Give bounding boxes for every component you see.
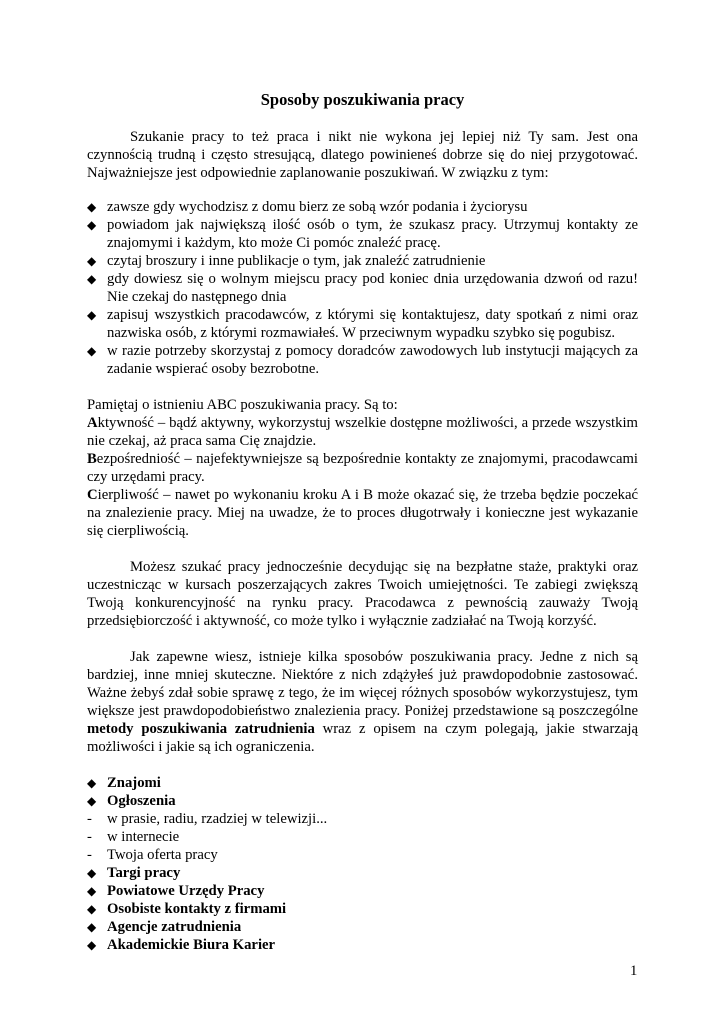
list-item: ◆ powiadom jak największą ilość osób o tym, że szukasz pracy. Utrzymuj kontakty ze znajomymi i każdym, kto może Ci pomóc znaleźć pracę. bbox=[87, 217, 638, 251]
abc-section bbox=[87, 396, 638, 540]
tips-list bbox=[87, 198, 638, 378]
diamond-bullet-icon: ◆ bbox=[87, 866, 97, 880]
abc-a: Aktywność – bądź aktywny, wykorzystuj wszelkie dostępne możliwości, a przede wszystkim nie czekaj, aż praca sama Cię znajdzie. bbox=[87, 415, 638, 449]
page-title: Sposoby poszukiwania pracy bbox=[260, 90, 465, 109]
methods-intro-paragraph: Jak zapewne wiesz, istnieje kilka sposobów poszukiwania pracy. Jedne z nich są bardziej, inne mniej skuteczne. Niektóre z nich zdążyłeś już prawdopodobnie zastosować. Ważne żebyś zdał sobie sprawę z tego, że im więcej różnych sposobów wykorzystujesz, tym większe jest prawdopodobieństwo znalezienia pracy. Poniżej przedstawione są poszczególne metody poszukiwania zatrudnienia wraz z opisem na czym polegają, jakie stwarzają możliwości i jakie są ich ograniczenia. bbox=[87, 649, 638, 755]
list-item: ◆ zapisuj wszystkich pracodawców, z którymi się kontaktujesz, daty spotkań z nimi oraz nazwiska osób, z którymi rozmawiałeś. W przeciwnym wypadku szybko się pogubisz. bbox=[87, 307, 638, 341]
diamond-bullet-icon: ◆ bbox=[87, 272, 97, 286]
list-item: ◆ gdy dowiesz się o wolnym miejscu pracy pod koniec dnia urzędowania dzwoń od razu! Nie czekaj do następnego dnia bbox=[87, 271, 638, 305]
list-item: ◆ Osobiste kontakty z firmami bbox=[87, 901, 287, 917]
dash-bullet-icon: - bbox=[87, 847, 92, 863]
methods-list bbox=[87, 774, 638, 954]
list-item: ◆ w razie potrzeby skorzystaj z pomocy doradców zawodowych lub instytucji mających za zadanie wspierać osoby bezrobotne. bbox=[87, 343, 638, 377]
diamond-bullet-icon: ◆ bbox=[87, 776, 97, 790]
list-item: ◆ Powiatowe Urzędy Pracy bbox=[87, 883, 265, 899]
dash-bullet-icon: - bbox=[87, 829, 92, 845]
diamond-bullet-icon: ◆ bbox=[87, 308, 97, 322]
document-body bbox=[87, 90, 638, 954]
dash-bullet-icon: - bbox=[87, 811, 92, 827]
list-item: ◆ Akademickie Biura Karier bbox=[87, 937, 276, 953]
list-item: ◆ Agencje zatrudnienia bbox=[87, 919, 242, 935]
list-item: ◆ czytaj broszury i inne publikacje o tym, jak znaleźć zatrudnienie bbox=[87, 253, 486, 269]
training-paragraph: Możesz szukać pracy jednocześnie decydując się na bezpłatne staże, praktyki oraz uczestnicząc w kursach poszerzających zakres Twoich umiejętności. Te zabiegi zwiększą Twoją konkurencyjność na rynku pracy. Pracodawca z pewnością zauważy Twoją przedsiębiorczość i aktywność, co może tylko i wyłącznie zadziałać na Twoją korzyść. bbox=[87, 559, 638, 629]
list-item: ◆ Targi pracy bbox=[87, 865, 181, 881]
diamond-bullet-icon: ◆ bbox=[87, 794, 97, 808]
list-item: - w internecie bbox=[87, 829, 180, 845]
abc-intro: Pamiętaj o istnieniu ABC poszukiwania pracy. Są to: bbox=[87, 397, 398, 413]
diamond-bullet-icon: ◆ bbox=[87, 902, 97, 916]
list-item: ◆ zawsze gdy wychodzisz z domu bierz ze sobą wzór podania i życiorysu bbox=[87, 199, 528, 215]
list-item: ◆ Znajomi bbox=[87, 775, 161, 791]
diamond-bullet-icon: ◆ bbox=[87, 218, 97, 232]
diamond-bullet-icon: ◆ bbox=[87, 884, 97, 898]
list-item: - w prasie, radiu, rzadziej w telewizji... bbox=[87, 811, 328, 827]
diamond-bullet-icon: ◆ bbox=[87, 938, 97, 952]
page-number: 1 bbox=[630, 963, 638, 979]
list-item: - Twoja oferta pracy bbox=[87, 847, 218, 863]
diamond-bullet-icon: ◆ bbox=[87, 254, 97, 268]
diamond-bullet-icon: ◆ bbox=[87, 344, 97, 358]
abc-b: Bezpośredniość – najefektywniejsze są bezpośrednie kontakty ze znajomymi, pracodawcami czy urzędami pracy. bbox=[87, 451, 638, 485]
diamond-bullet-icon: ◆ bbox=[87, 200, 97, 214]
list-item: ◆ Ogłoszenia bbox=[87, 793, 176, 809]
diamond-bullet-icon: ◆ bbox=[87, 920, 97, 934]
abc-c: Cierpliwość – nawet po wykonaniu kroku A i B może okazać się, że trzeba będzie poczekać na znalezienie pracy. Miej na uwadze, że to proces długotrwały i konieczne jest wykazanie się cierpliwością. bbox=[87, 487, 638, 539]
intro-paragraph: Szukanie pracy to też praca i nikt nie wykona jej lepiej niż Ty sam. Jest ona czynnością trudną i często stresującą, dlatego powinieneś dobrze się do niej przygotować. Najważniejsze jest odpowiednie zaplanowanie poszukiwań. W związku z tym: bbox=[87, 129, 638, 181]
